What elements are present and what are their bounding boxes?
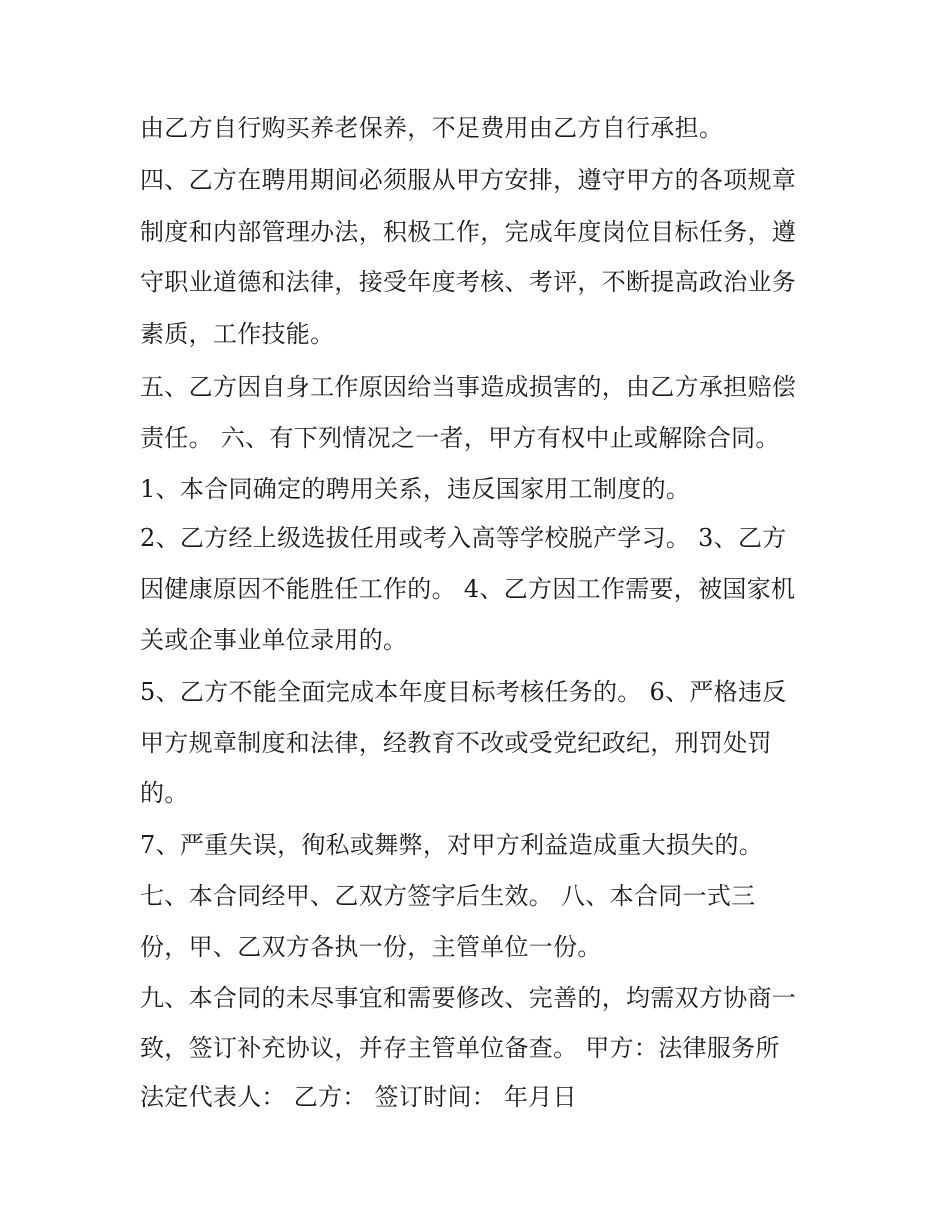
text-line: 因健康原因不能胜任工作的。 4、乙方因工作需要，被国家机 <box>140 575 796 603</box>
text-line: 致，签订补充协议，并存主管单位备查。 甲方：法律服务所 <box>140 1034 780 1062</box>
text-line: 素质，工作技能。 <box>140 320 335 348</box>
text-line: 7、严重失误，徇私或舞弊，对甲方利益造成重大损失的。 <box>140 831 764 859</box>
text-line: 九、本合同的未尽事宜和需要修改、完善的，均需双方协商一 <box>140 984 797 1012</box>
text-line: 法定代表人： 乙方： 签订时间： 年月日 <box>140 1083 577 1111</box>
text-line: 2、乙方经上级选拔任用或考入高等学校脱产学习。 3、乙方 <box>140 524 787 552</box>
text-line: 5、乙方不能全面完成本年度目标考核任务的。 6、严格违反 <box>140 678 787 706</box>
text-line: 责任。 六、有下列情况之一者，甲方有权中止或解除合同。 <box>140 424 780 452</box>
text-line: 守职业道德和法律，接受年度考核、考评，不断提高政治业务 <box>140 268 797 296</box>
text-line: 制度和内部管理办法，积极工作，完成年度岗位目标任务，遵 <box>140 218 797 246</box>
text-line: 的。 <box>140 779 189 807</box>
text-line: 甲方规章制度和法律，经教育不改或受党纪政纪，刑罚处罚 <box>140 729 772 757</box>
text-line: 份，甲、乙双方各执一份，主管单位一份。 <box>140 933 602 961</box>
text-line: 1、本合同确定的聘用关系，违反国家用工制度的。 <box>140 475 691 503</box>
text-line: 五、乙方因自身工作原因给当事造成损害的，由乙方承担赔偿 <box>140 373 797 401</box>
text-line: 关或企事业单位录用的。 <box>140 626 408 654</box>
text-line: 由乙方自行购买养老保养，不足费用由乙方自行承担。 <box>140 114 724 142</box>
text-line: 四、乙方在聘用期间必须服从甲方安排，遵守甲方的各项规章 <box>140 166 797 194</box>
text-line: 七、本合同经甲、乙双方签字后生效。 八、本合同一式三 <box>140 882 756 910</box>
